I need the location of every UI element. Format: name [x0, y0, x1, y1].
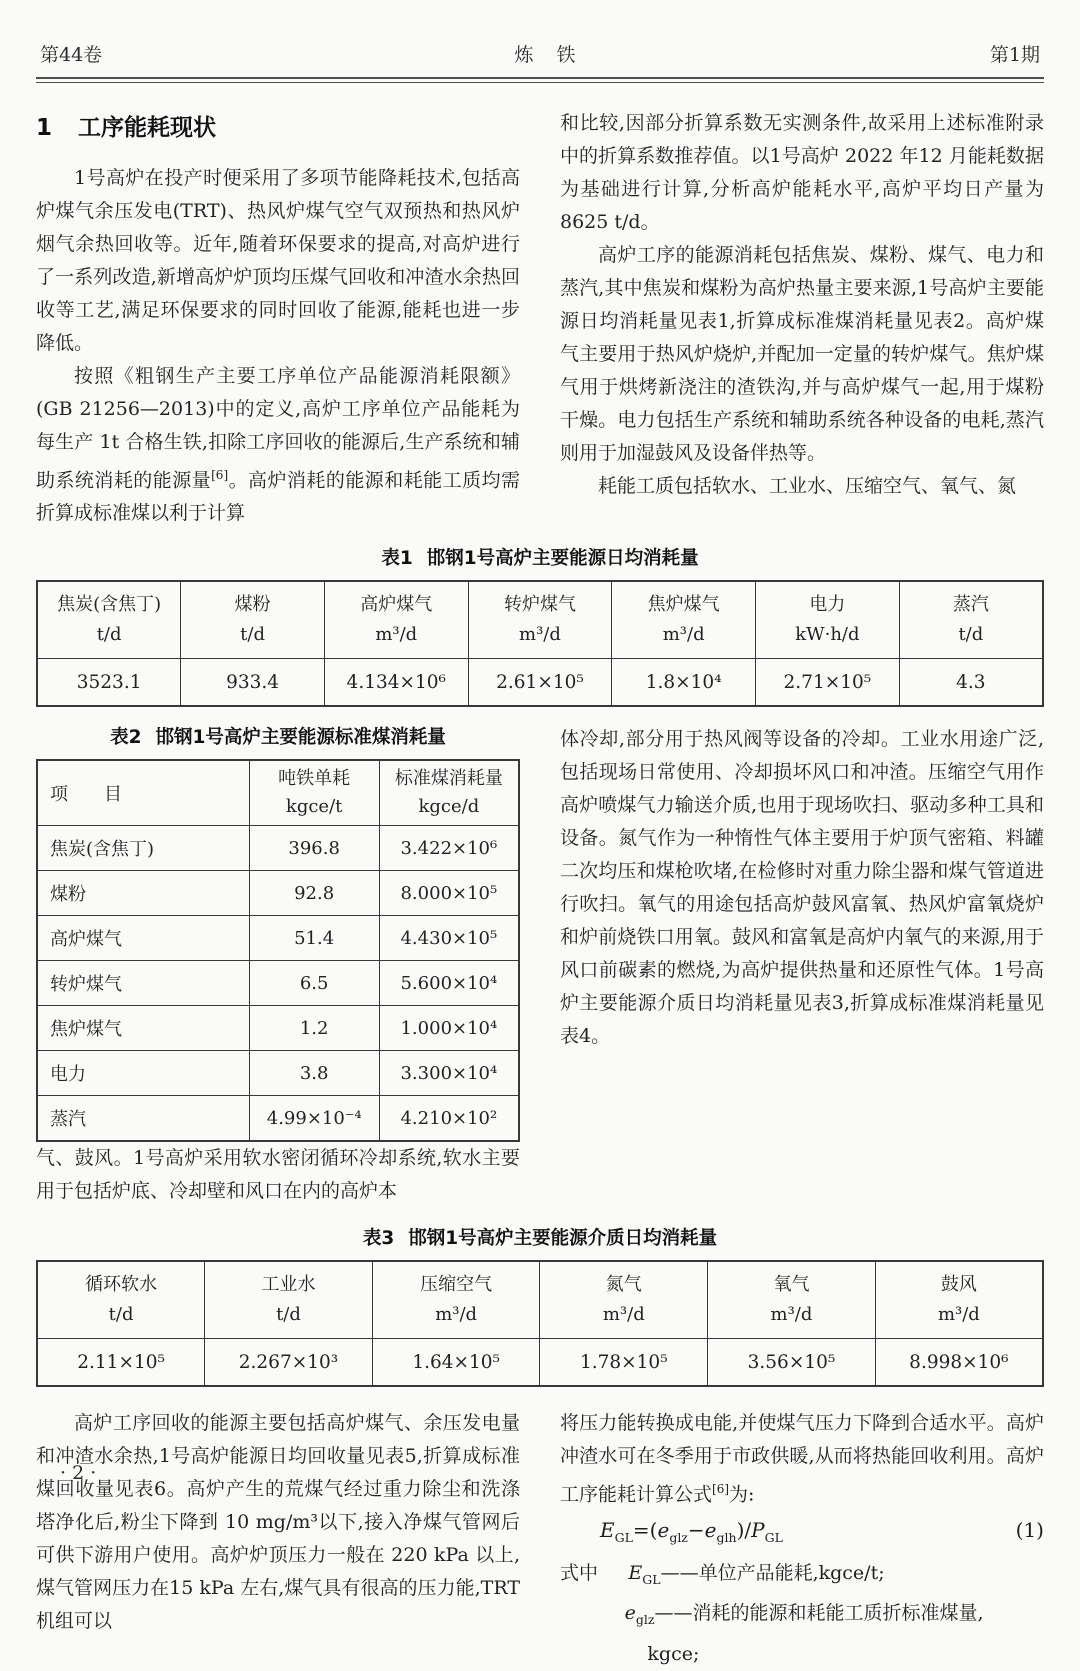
table1-header-cell: 煤粉 t/d — [181, 581, 325, 659]
paragraph — [560, 1407, 1044, 1511]
table2-cell: 4.210×10² — [379, 1096, 519, 1142]
table1-header-cell: 焦炉煤气 m³/d — [612, 581, 756, 659]
table1-value-cell: 1.8×10⁴ — [612, 659, 756, 707]
paragraph: 和比较,因部分折算系数无实测条件,故采用上述标准附录中的折算系数推荐值。以1号高炉 2022 年12 月能耗数据为基础进行计算,分析高炉能耗水平,高炉平均日产量为 8625 t/d。 — [560, 112, 1044, 233]
table2-cell: 转炉煤气 — [37, 961, 249, 1006]
table2-cell: 3.422×10⁶ — [379, 826, 519, 871]
left-column-bottom — [36, 1407, 520, 1671]
paragraph: 气、鼓风。1号高炉采用软水密闭循环冷却系统,软水主要用于包括炉底、冷却壁和风口在内的高炉本 — [36, 1147, 520, 1203]
table1-label: 表1 — [381, 548, 413, 570]
table3-value-cell: 3.56×10⁵ — [708, 1339, 876, 1387]
reference-superscript: [6] — [211, 468, 229, 482]
table3-header-cell: 工业水 t/d — [205, 1261, 373, 1339]
table1-value-row — [37, 659, 1043, 707]
table1-header-cell: 蒸汽 t/d — [899, 581, 1043, 659]
table2-header-cell: 标准煤消耗量 kgce/d — [379, 760, 519, 826]
table2-cell: 6.5 — [249, 961, 379, 1006]
table2-row — [37, 1051, 519, 1096]
table3-value-cell: 2.267×10³ — [205, 1339, 373, 1387]
table2-cell: 5.600×10⁴ — [379, 961, 519, 1006]
volume-label: 第44卷 — [40, 44, 103, 66]
table2-cell: 92.8 — [249, 871, 379, 916]
table1-header-cell: 焦炭(含焦丁) t/d — [37, 581, 181, 659]
table1-value-cell: 2.71×10⁵ — [756, 659, 900, 707]
table3-header-cell: 鼓风 m³/d — [875, 1261, 1043, 1339]
equation-1 — [560, 1512, 1044, 1556]
table3-value-row — [37, 1339, 1043, 1387]
table2-cell: 8.000×10⁵ — [379, 871, 519, 916]
section-title: 工序能耗现状 — [78, 115, 217, 141]
paragraph: 1号高炉在投产时便采用了多项节能降耗技术,包括高炉煤气余压发电(TRT)、热风炉煤气空气双预热和热风炉烟气余热回收等。近年,随着环保要求的提高,对高炉进行了一系列改造,新增高炉炉顶均压煤气回收和冲渣水余热回收等工艺,满足环保要求的同时回收了能源,能耗也进一步降低。 — [36, 167, 520, 354]
table2-row — [37, 1006, 519, 1051]
table3-caption: 邯钢1号高炉主要能源介质日均消耗量 — [408, 1228, 718, 1250]
where-line: kgce; — [647, 1643, 700, 1666]
table1-title — [36, 544, 1044, 570]
table3-value-cell: 2.11×10⁵ — [37, 1339, 205, 1387]
table2-cell: 电力 — [37, 1051, 249, 1096]
table3-value-cell: 1.64×10⁵ — [372, 1339, 540, 1387]
section-number: 1 — [36, 115, 53, 141]
table2-label: 表2 — [110, 727, 142, 749]
paragraph: 高炉工序回收的能源主要包括高炉煤气、余压发电量和冲渣水余热,1号高炉能源日均回收量见表5,折算成标准煤回收量见表6。高炉产生的荒煤气经过重力除尘和洗涤塔净化后,粉尘下降到 10 mg/m³以下,接入净煤气管网后可供下游用户使用。高炉炉顶压力一般在 220 kPa 以上,煤气管网压力在15 kPa 左右,煤气具有很高的压力能,TRT 机组可以 — [36, 1412, 520, 1633]
table2-cell: 3.8 — [249, 1051, 379, 1096]
equation-body: $E_{GL}=(e_{glz}-e_{glh})/P_{GL}$ — [600, 1517, 783, 1545]
paragraph-text: 。高炉消耗的能源和耗能工质均需折算成标准煤以利于计算 — [36, 469, 520, 525]
table2-title — [36, 723, 520, 749]
table3 — [36, 1260, 1044, 1387]
table3-header-cell: 压缩空气 m³/d — [372, 1261, 540, 1339]
paragraph: 体冷却,部分用于热风阀等设备的冷却。工业水用途广泛,包括现场日常使用、冷却损坏风口和冲渣。压缩空气用作高炉喷煤气力输送介质,也用于现场吹扫、驱动多种工具和设备。氮气作为一种惰性气体主要用于炉顶气密箱、料罐二次均压和煤枪吹堵,在检修时对重力除尘器和煤气管道进行吹扫。氧气的用途包括高炉鼓风富氧、热风炉富氧烧炉和炉前烧铁口用氧。鼓风和富氧是高炉内氧气的来源,用于风口前碳素的燃烧,为高炉提供热量和还原性气体。1号高炉主要能源介质日均消耗量见表3,折算成标准煤消耗量见表4。 — [560, 728, 1044, 1048]
left-column-middle — [36, 723, 520, 1208]
table1-value-cell: 933.4 — [181, 659, 325, 707]
table2-cell: 396.8 — [249, 826, 379, 871]
table2-cell: 1.2 — [249, 1006, 379, 1051]
right-column-top — [560, 107, 1044, 530]
paragraph-text: 将压力能转换成电能,并使煤气压力下降到合适水平。高炉冲渣水可在冬季用于市政供暖,从而将热能回收利用。高炉工序能耗计算公式 — [560, 1412, 1044, 1506]
left-column-top — [36, 107, 520, 530]
where-line: 式中 $E_{GL}——$单位产品能耗,kgce/t; — [560, 1561, 885, 1587]
paragraph — [36, 360, 520, 530]
table1-value-cell: 4.3 — [899, 659, 1043, 707]
table2-cell: 4.99×10⁻⁴ — [249, 1096, 379, 1142]
table2-row — [37, 961, 519, 1006]
top-columns — [36, 107, 1044, 530]
page-number: · 2 · — [60, 1462, 97, 1484]
paragraph: 耗能工质包括软水、工业水、压缩空气、氧气、氮 — [598, 475, 1017, 497]
equation-where-clause — [560, 1556, 1044, 1671]
table2-header-row — [37, 760, 519, 826]
table2-row — [37, 871, 519, 916]
table3-value-cell: 8.998×10⁶ — [875, 1339, 1043, 1387]
middle-columns — [36, 723, 1044, 1208]
table3-label: 表3 — [362, 1228, 395, 1250]
table2-cell: 焦炉煤气 — [37, 1006, 249, 1051]
paragraph: 高炉工序的能源消耗包括焦炭、煤粉、煤气、电力和蒸汽,其中焦炭和煤粉为高炉热量主要来源,1号高炉主要能源日均消耗量见表1,折算成标准煤消耗量见表2。高炉煤气主要用于热风炉烧炉,并配加一定量的转炉煤气。焦炉煤气用于烘烤新浇注的渣铁沟,并与高炉煤气一起,用于煤粉干燥。电力包括生产系统和辅助系统各种设备的电耗,蒸汽则用于加湿鼓风及设备伴热等。 — [560, 244, 1044, 464]
table1-value-cell: 4.134×10⁶ — [324, 659, 468, 707]
table2-cell: 51.4 — [249, 916, 379, 961]
table2-cell: 1.000×10⁴ — [379, 1006, 519, 1051]
table3-value-cell: 1.78×10⁵ — [540, 1339, 708, 1387]
table2-header-cell: 吨铁单耗 kgce/t — [249, 760, 379, 826]
table1-value-cell: 2.61×10⁵ — [468, 659, 612, 707]
table1-header-row — [37, 581, 1043, 659]
issue-label: 第1期 — [989, 44, 1040, 66]
table3-header-cell: 循环软水 t/d — [37, 1261, 205, 1339]
table1-section — [36, 544, 1044, 707]
table2-cell: 蒸汽 — [37, 1096, 249, 1142]
table1-header-cell: 转炉煤气 m³/d — [468, 581, 612, 659]
header-double-rule — [36, 77, 1044, 83]
journal-title: 炼 铁 — [514, 44, 578, 66]
table1 — [36, 580, 1044, 707]
table2-cell: 煤粉 — [37, 871, 249, 916]
table1-header-cell: 电力 kW·h/d — [756, 581, 900, 659]
table2-row — [37, 916, 519, 961]
table1-value-cell: 3523.1 — [37, 659, 181, 707]
table2-cell: 3.300×10⁴ — [379, 1051, 519, 1096]
table3-header-cell: 氧气 m³/d — [708, 1261, 876, 1339]
reference-superscript: [6] — [712, 1482, 730, 1497]
table2-caption: 邯钢1号高炉主要能源标准煤消耗量 — [155, 727, 446, 749]
section-heading — [36, 109, 520, 142]
table2 — [36, 759, 520, 1142]
table3-header-row — [37, 1261, 1043, 1339]
running-head — [36, 34, 1044, 77]
table2-header-cell: 项 目 — [37, 760, 249, 826]
right-column-bottom — [560, 1407, 1044, 1671]
table3-title — [36, 1224, 1044, 1250]
table3-section — [36, 1224, 1044, 1387]
where-line: $e_{glz}——$消耗的能源和耗能工质折标准煤量, — [624, 1602, 984, 1628]
table2-row — [37, 826, 519, 871]
right-column-middle — [560, 723, 1044, 1208]
paragraph-text: 为: — [729, 1483, 755, 1506]
table3-header-cell: 氮气 m³/d — [540, 1261, 708, 1339]
table1-header-cell: 高炉煤气 m³/d — [324, 581, 468, 659]
table1-caption: 邯钢1号高炉主要能源日均消耗量 — [426, 548, 699, 570]
table2-cell: 4.430×10⁵ — [379, 916, 519, 961]
table2-row — [37, 1096, 519, 1142]
bottom-columns — [36, 1407, 1044, 1671]
table2-cell: 高炉煤气 — [37, 916, 249, 961]
paragraph-text: 按照《粗钢生产主要工序单位产品能源消耗限额》(GB 21256—2013)中的定义,高炉工序单位产品能耗为每生产 1t 合格生铁,扣除工序回收的能源后,生产系统和辅助系统消耗的能源量 — [36, 365, 520, 492]
table2-cell: 焦炭(含焦丁) — [37, 826, 249, 871]
equation-number: (1) — [1015, 1517, 1044, 1542]
